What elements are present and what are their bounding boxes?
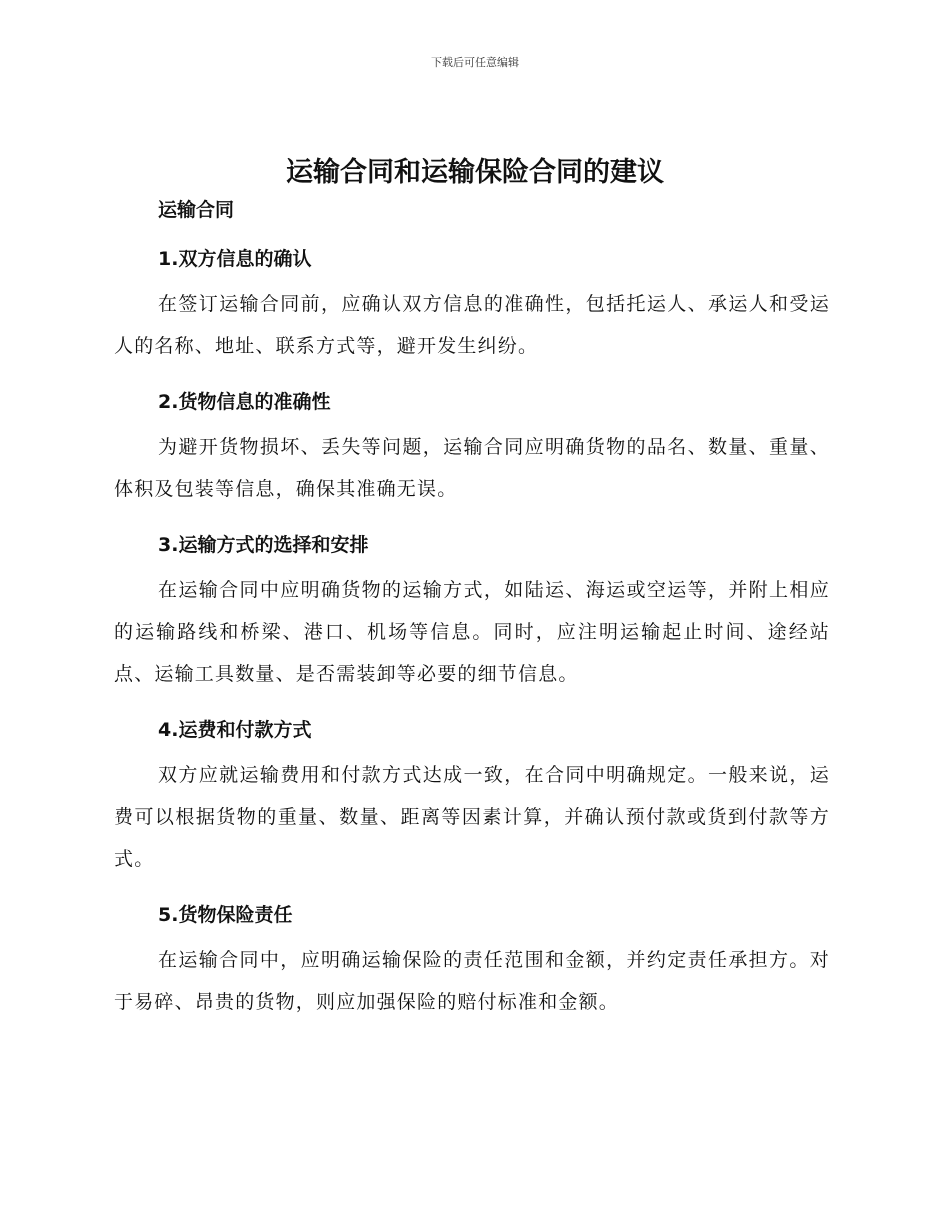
section-4 <box>114 716 830 880</box>
section-paragraph: 为避开货物损坏、丢失等问题，运输合同应明确货物的品名、数量、重量、体积及包装等信息，确保其准确无误。 <box>114 436 830 500</box>
header-note: 下载后可任意编辑 <box>431 56 519 69</box>
section-paragraph: 在运输合同中，应明确运输保险的责任范围和金额，并约定责任承担方。对于易碎、昂贵的货物，则应加强保险的赔付标准和金额。 <box>114 949 830 1013</box>
section-heading: 2.货物信息的准确性 <box>158 391 331 413</box>
section-heading: 5.货物保险责任 <box>158 904 293 926</box>
section-2 <box>114 388 830 510</box>
document-body <box>114 196 830 1023</box>
section-paragraph: 在签订运输合同前，应确认双方信息的准确性，包括托运人、承运人和受运人的名称、地址、联系方式等，避开发生纠纷。 <box>114 293 830 357</box>
main-heading: 运输合同 <box>158 199 235 221</box>
section-1 <box>114 245 830 367</box>
document-title: 运输合同和运输保险合同的建议 <box>286 157 664 188</box>
section-5 <box>114 901 830 1023</box>
section-heading: 4.运费和付款方式 <box>158 719 312 741</box>
section-3 <box>114 531 830 695</box>
section-paragraph: 双方应就运输费用和付款方式达成一致，在合同中明确规定。一般来说，运费可以根据货物的重量、数量、距离等因素计算，并确认预付款或货到付款等方式。 <box>114 764 830 870</box>
section-heading: 3.运输方式的选择和安排 <box>158 534 369 556</box>
section-paragraph: 在运输合同中应明确货物的运输方式，如陆运、海运或空运等，并附上相应的运输路线和桥梁、港口、机场等信息。同时，应注明运输起止时间、途经站点、运输工具数量、是否需装卸等必要的细节信息。 <box>114 579 830 685</box>
section-heading: 1.双方信息的确认 <box>158 248 312 270</box>
